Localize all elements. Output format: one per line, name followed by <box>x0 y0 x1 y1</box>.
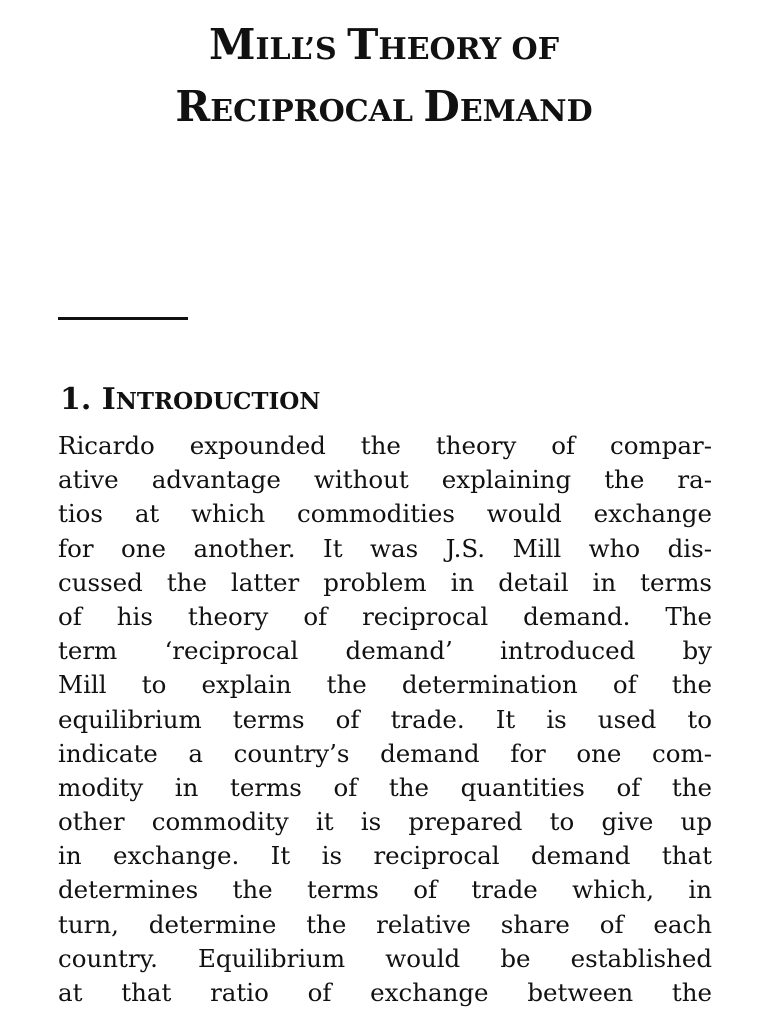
paragraph-line: equilibrium terms of trade. It is used to <box>58 704 712 734</box>
section-heading <box>60 381 321 417</box>
paragraph-line: of his theory of reciprocal demand. The <box>58 601 712 631</box>
paragraph-line: Ricardo expounded the theory of compar- <box>58 431 712 460</box>
paragraph-line: tios at which commodities would exchange <box>58 499 712 529</box>
section-title-rest: NTRODUCTION <box>115 387 321 415</box>
paragraph-line: country. Equilibrium would be established <box>58 943 712 973</box>
chapter-title-line-2 <box>60 82 708 131</box>
title-text-ills: ILL’S <box>255 32 348 67</box>
paragraph-line: determines the terms of trade which, in <box>58 875 712 905</box>
chapter-title-line-1 <box>60 20 708 69</box>
title-text-emand: EMAND <box>459 94 593 129</box>
section-divider <box>58 317 188 320</box>
paragraph-line: at that ratio of exchange between the <box>58 978 712 1007</box>
title-text-eciprocal: ECIPROCAL <box>210 94 424 129</box>
paragraph-line: for one another. It was J.S. Mill who dis- <box>58 533 712 563</box>
title-initial-d: D <box>423 82 460 131</box>
section-number: 1. <box>60 381 102 417</box>
paragraph-line: ative advantage without explaining the ra- <box>58 465 712 495</box>
paragraph-line: modity in terms of the quantities of the <box>58 772 712 802</box>
paragraph-line: term ‘reciprocal demand’ introduced by <box>58 636 712 666</box>
title-initial-t: T <box>347 20 379 69</box>
title-text-heory-of: HEORY OF <box>378 32 559 67</box>
paragraph-line: cussed the latter problem in detail in terms <box>58 567 712 597</box>
body-paragraph <box>58 429 712 1010</box>
title-initial-m: M <box>208 20 256 69</box>
paragraph-line: turn, determine the relative share of each <box>58 909 712 939</box>
paragraph-line: in exchange. It is reciprocal demand that <box>58 841 712 871</box>
paragraph-line: other commodity it is prepared to give up <box>58 807 712 837</box>
paragraph-line: Mill to explain the determination of the <box>58 670 712 700</box>
title-initial-r: R <box>175 82 211 131</box>
section-initial: I <box>101 381 116 417</box>
paragraph-line: indicate a country’s demand for one com- <box>58 738 712 768</box>
